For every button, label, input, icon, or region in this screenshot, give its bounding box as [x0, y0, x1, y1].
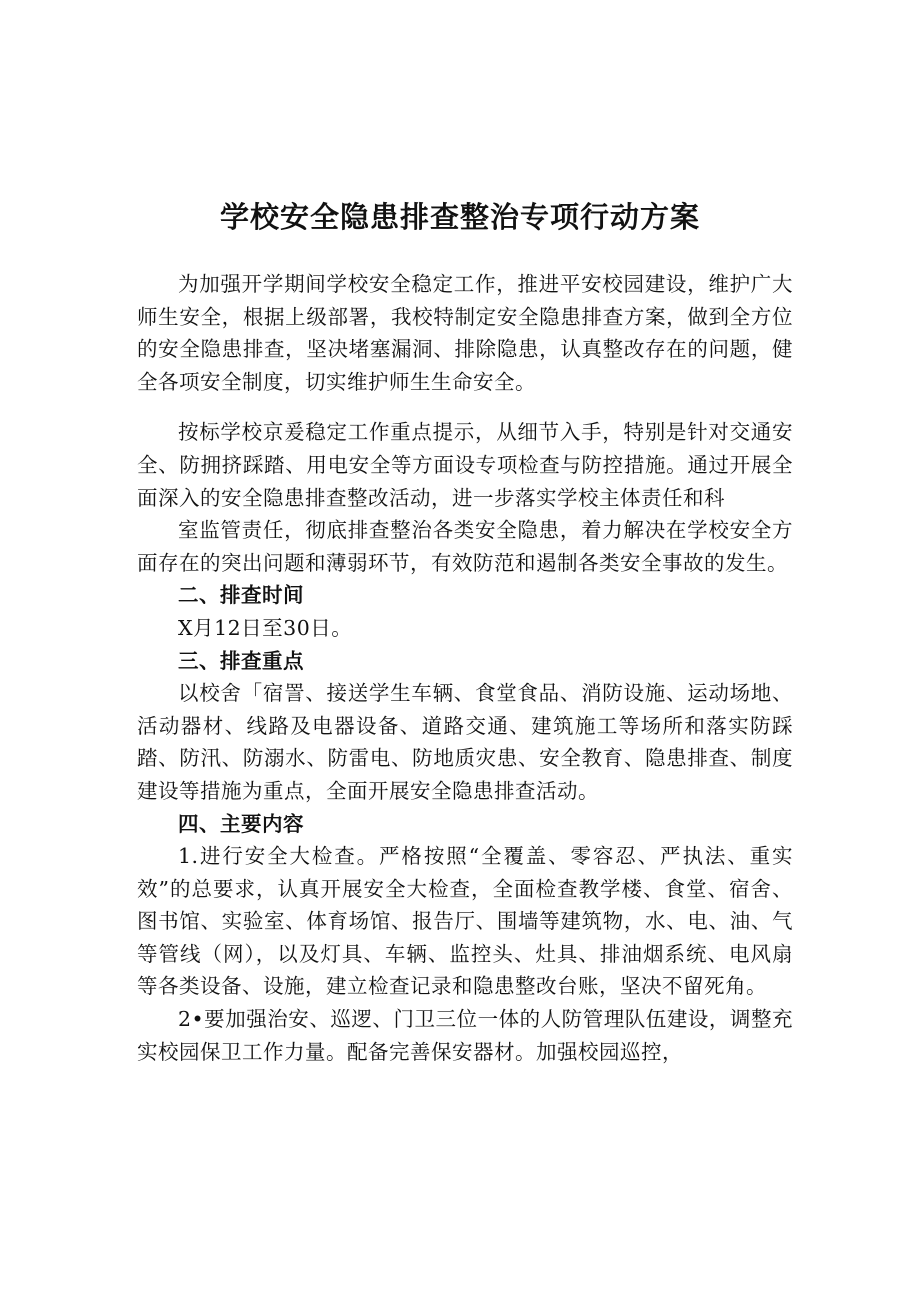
- focus-paragraph: 以校舍「宿詈、接送学生车辆、食堂食品、消防设施、运动场地、活动器材、线路及电器设备、道路交通、建筑施工等场所和落实防踩踏、防汛、防溺水、防雷电、防地质灾患、安全教育、隐患排查、制度建设等措施为重点，全面开展安全隐患排查活动。: [137, 681, 793, 803]
- section-heading-focus: 三、排查重点: [178, 648, 304, 673]
- time-paragraph: X月12日至30日。: [178, 615, 353, 640]
- section-heading-time: 二、排查时间: [178, 583, 304, 608]
- content-item-1: 1.进行安全大检查。严格按照“全覆盖、零容忍、严执法、重实效”的总要求，认真开展安全大检查，全面检查教学楼、食堂、宿舍、图书馆、实验室、体育场馆、报告厅、围墙等建筑物，水、电、油、气等管线（网），以及灯具、车辆、监控头、灶具、排油烟系统、电风扇等各类设备、设施，建立检查记录和隐患整改台账，坚决不留死角。: [137, 844, 793, 999]
- section-heading-content: 四、主要内容: [178, 811, 304, 836]
- intro-paragraph: 为加强开学期间学校安全稳定工作，推进平安校园建设，维护广大师生安全，根据上级部署，我校特制定安全隐患排查方案，做到全方位的安全隐患排查，坚决堵塞漏洞、排除隐患，认真整改存在的问题，健全各项安全制度，切实维护师生生命安全。: [137, 272, 793, 394]
- principle-paragraph: 按标学校京爰稳定工作重点提示，从细节入手，特别是针对交通安全、防拥挤踩踏、用电安全等方面设专项检查与防控措施。通过开展全面深入的安全隐患排查整改活动，进一步落实学校主体责任和科: [137, 420, 793, 510]
- document-title: 学校安全隐患排查整治专项行动方案: [219, 200, 700, 234]
- document-body: [137, 268, 793, 1068]
- responsibility-paragraph: 室监管责任，彻底排查整治各类安全隐患，着力解决在学校安全方面存在的突出问题和薄弱环节，有效防范和遏制各类安全事故的发生。: [137, 518, 793, 575]
- content-item-2: 2•要加强治安、巡逻、门卫三位一体的人防管理队伍建设，调整充实校园保卫工作力量。配备完善保安器材。加强校园巡控，: [137, 1007, 793, 1064]
